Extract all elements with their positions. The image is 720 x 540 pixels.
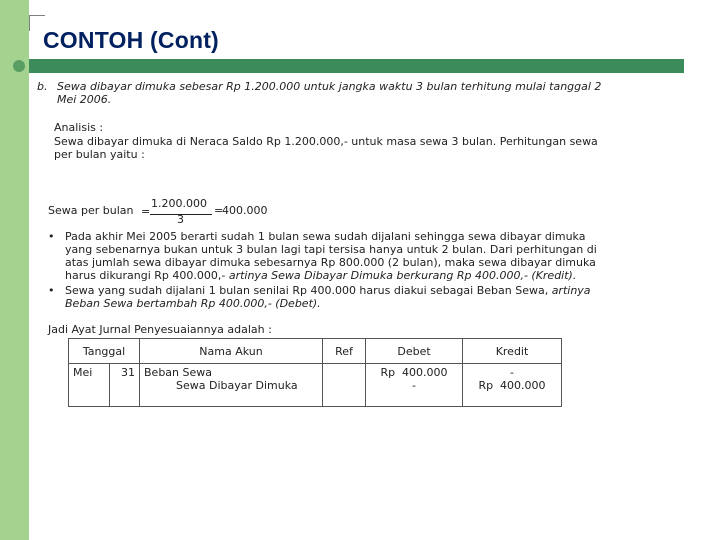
bullet-1-line3: atas jumlah sewa dibayar dimuka sebesarnya Rp 800.000 (2 bulan), maka sewa dibayar dimuka	[65, 256, 596, 269]
journal-header-row	[69, 339, 562, 364]
page-title: CONTOH (Cont)	[43, 27, 219, 53]
jurnal-intro: Jadi Ayat Jurnal Penyesuaiannya adalah :	[48, 323, 272, 336]
analisis-line1: Sewa dibayar dimuka di Neraca Saldo Rp 1.200.000,- untuk masa sewa 3 bulan. Perhitungan sewa	[54, 135, 598, 148]
kredit-value-2: Rp 400.000	[478, 379, 546, 392]
bullet-2-marker: •	[48, 284, 55, 297]
account-debit: Beban Sewa	[144, 366, 212, 379]
header-nama-akun: Nama Akun	[140, 339, 323, 364]
bullet-2-line1-plain: Sewa yang sudah dijalani 1 bulan senilai Rp 400.000 harus diakui sebagai Beban Sewa,	[65, 284, 552, 297]
left-accent-bar	[0, 0, 29, 540]
item-b-line2: Mei 2006.	[57, 93, 112, 106]
journal-entry-row	[69, 364, 562, 407]
account-credit: Sewa Dibayar Dimuka	[176, 379, 298, 392]
debet-value-2: -	[412, 379, 416, 392]
cell-ref	[323, 364, 366, 407]
bullet-1-line4-italic: artinya Sewa Dibayar Dimuka berkurang Rp 400.000,- (Kredit).	[228, 269, 577, 282]
formula-numerator: 1.200.000	[151, 197, 207, 210]
title-bullet-dot	[13, 60, 25, 72]
analisis-heading: Analisis :	[54, 121, 104, 134]
cell-debet	[366, 364, 463, 407]
bullet-2-line1-italic: artinya	[551, 284, 591, 297]
cell-accounts	[140, 364, 323, 407]
title-rule	[29, 59, 684, 73]
bullet-2-line2: Beban Sewa bertambah Rp 400.000,- (Debet).	[65, 297, 321, 310]
cell-kredit	[463, 364, 562, 407]
header-kredit: Kredit	[463, 339, 562, 364]
cell-day: 31	[110, 364, 140, 407]
bullet-1-line2: yang sebenarnya bukan untuk 3 bulan lagi tapi tersisa hanya untuk 2 bulan. Dari perhitungan di	[65, 243, 597, 256]
item-b-line1: Sewa dibayar dimuka sebesar Rp 1.200.000 untuk jangka waktu 3 bulan terhitung mulai tanggal 2	[57, 80, 602, 93]
header-ref: Ref	[323, 339, 366, 364]
debet-value-1: Rp 400.000	[380, 366, 448, 379]
header-tanggal: Tanggal	[69, 339, 140, 364]
formula-result: 400.000	[222, 204, 268, 217]
bullet-1-line1: Pada akhir Mei 2005 berarti sudah 1 bulan sewa sudah dijalani sehingga sewa dibayar dimuka	[65, 230, 586, 243]
formula-equals-2: =	[214, 204, 224, 217]
bullet-1-marker: •	[48, 230, 55, 243]
formula-equals-1: =	[141, 205, 151, 218]
formula-label: Sewa per bulan	[48, 204, 134, 217]
cell-month: Mei	[69, 364, 110, 407]
kredit-value-1: -	[510, 366, 514, 379]
bullet-2-line1	[65, 284, 591, 297]
header-debet: Debet	[366, 339, 463, 364]
item-b-label: b.	[37, 80, 48, 93]
analisis-line2: per bulan yaitu :	[54, 148, 145, 161]
bullet-1-line4	[65, 269, 576, 282]
bullet-1-line4-plain: harus dikurangi Rp 400.000,-	[65, 269, 229, 282]
journal-table	[68, 338, 562, 407]
formula-denominator: 3	[177, 213, 184, 226]
